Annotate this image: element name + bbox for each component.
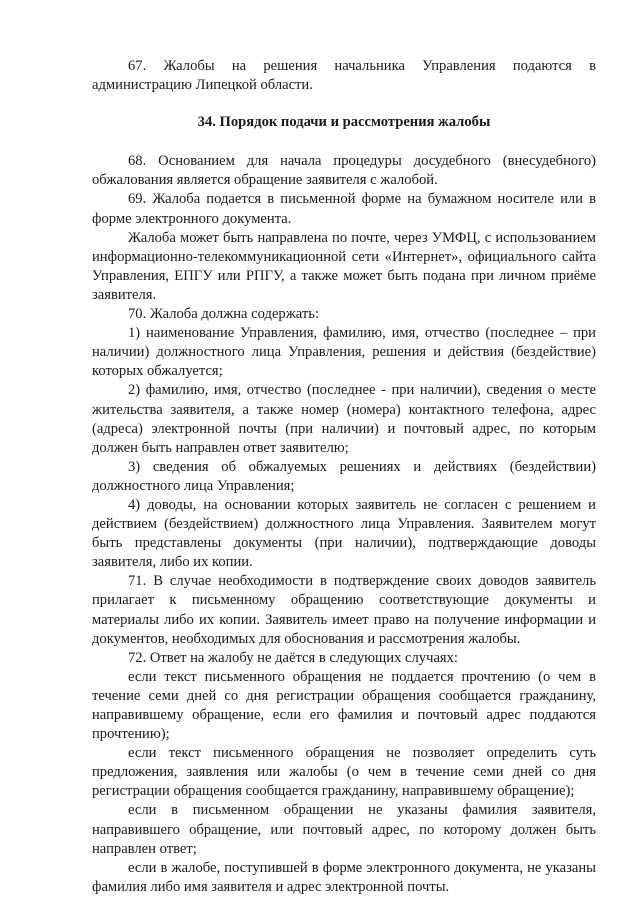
- list-item-70-3: 3) сведения об обжалуемых решениях и действиях (бездействии) должностного лица Управления;: [92, 458, 596, 494]
- paragraph-69: 69. Жалоба подается в письменной форме на бумажном носителе или в форме электронного документа.: [92, 191, 596, 227]
- section-heading: 34. Порядок подачи и рассмотрения жалобы: [197, 114, 491, 131]
- paragraph-67: 67. Жалобы на решения начальника Управления подаются в администрацию Липецкой области.: [92, 58, 596, 94]
- case-72-1: если текст письменного обращения не поддается прочтению (о чем в течение семи дней со дня регистрации обращения сообщается гражданину, направившему обращение, если его фамилия и почтовый адрес поддаются прочтению);: [92, 668, 596, 743]
- paragraph-68: 68. Основанием для начала процедуры досудебного (внесудебного) обжалования является обращение заявителя с жалобой.: [92, 153, 596, 189]
- list-item-70-2: 2) фамилию, имя, отчество (последнее - при наличии), сведения о месте жительства заявителя, а также номер (номера) контактного телефона, адрес (адреса) электронной почты (при наличии) и почтовый адрес, по которым должен быть направлен ответ заявителю;: [92, 382, 596, 456]
- paragraph-69-channels: Жалоба может быть направлена по почте, через УМФЦ, с использованием информационно-телекоммуникационной сети «Интернет», официального сайта Управления, ЕПГУ или РПГУ, а также может быть подана при личном приёме заявителя.: [92, 229, 596, 303]
- paragraph-71: 71. В случае необходимости в подтверждение своих доводов заявитель прилагает к письменному обращению соответствующие документы и материалы либо их копии. Заявитель имеет право на получение информации и документов, необходимых для обоснования и рассмотрения жалобы.: [92, 573, 596, 647]
- paragraph-70: 70. Жалоба должна содержать:: [128, 306, 319, 323]
- case-72-4: если в жалобе, поступившей в форме электронного документа, не указаны фамилия либо имя заявителя и адрес электронной почты.: [92, 859, 596, 895]
- list-item-70-4: 4) доводы, на основании которых заявитель не согласен с решением и действием (бездействием) должностного лица Управления. Заявителем могут быть представлены документы (при наличии), подтверждающие доводы заявителя, либо их копии.: [92, 496, 596, 571]
- list-item-70-1: 1) наименование Управления, фамилию, имя, отчество (последнее – при наличии) должностного лица Управления, решения и действия (бездействие) которых обжалуется;: [92, 325, 596, 380]
- document-page: [92, 57, 596, 897]
- case-72-2: если текст письменного обращения не позволяет определить суть предложения, заявления или жалобы (о чем в течение семи дней со дня регистрации обращения сообщается гражданину, направившему обращение);: [92, 745, 596, 800]
- case-72-3: если в письменном обращении не указаны фамилия заявителя, направившего обращение, или почтовый адрес, по которому должен быть направлен ответ;: [92, 802, 596, 857]
- paragraph-72: 72. Ответ на жалобу не даётся в следующих случаях:: [128, 649, 458, 666]
